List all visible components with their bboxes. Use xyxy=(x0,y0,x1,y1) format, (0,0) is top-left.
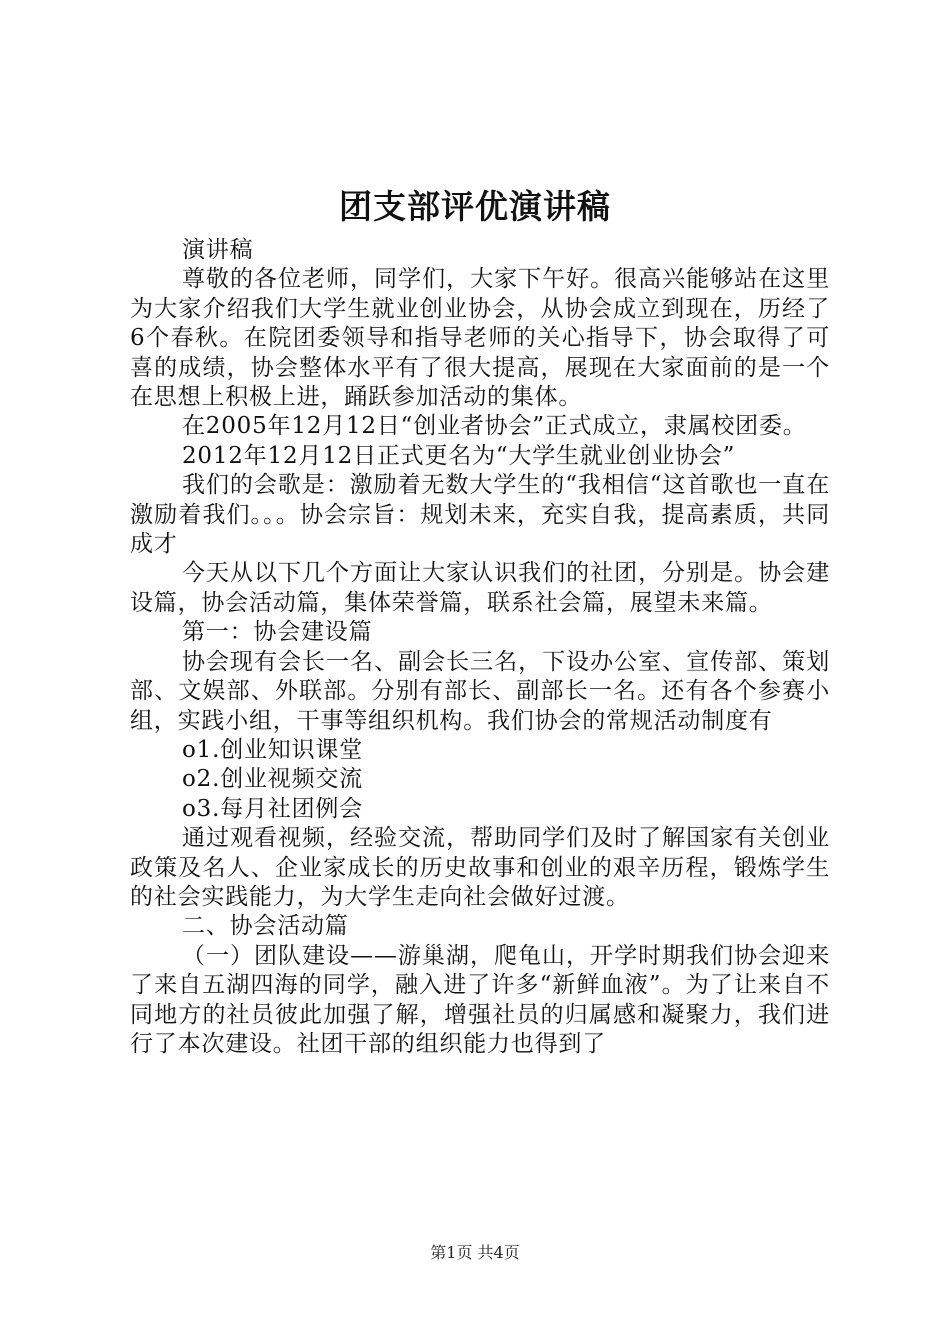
paragraph-team-building: （一）团队建设——游巢湖，爬龟山，开学时期我们协会迎来了来自五湖四海的同学，融入进了许多“新鲜血液”。为了让来自不同地方的社员彼此加强了解，增强社员的归属感和凝聚力，我们进行了本次建设。社团干部的组织能力也得到了 xyxy=(130,942,830,1057)
document-title: 团支部评优演讲稿 xyxy=(339,187,611,226)
list-item: o1.创业知识课堂 xyxy=(182,736,363,763)
paragraph-section-two-heading: 二、协会活动篇 xyxy=(182,913,349,940)
paragraph-rename: 2012年12月12日正式更名为“大学生就业创业协会” xyxy=(182,442,736,469)
list-item: o2.创业视频交流 xyxy=(182,766,363,793)
paragraph-greeting: 尊敬的各位老师，同学们，大家下午好。很高兴能够站在这里为大家介绍我们大学生就业创业协会，从协会成立到现在，历经了6个春秋。在院团委领导和指导老师的关心指导下，协会取得了可喜的成绩，协会整体水平有了很大提高，展现在大家面前的是一个在思想上积极上进，踊跃参加活动的集体。 xyxy=(130,266,830,411)
paragraph-founding: 在2005年12月12日“创业者协会”正式成立，隶属校团委。 xyxy=(182,413,807,440)
document-body xyxy=(130,236,830,1059)
paragraph-section-one-heading: 第一：协会建设篇 xyxy=(182,619,373,646)
paragraph-structure: 协会现有会长一名、副会长三名，下设办公室、宣传部、策划部、文娱部、外联部。分别有部长、副部长一名。还有各个参赛小组，实践小组，干事等组织机构。我们协会的常规活动制度有 xyxy=(130,648,830,734)
paragraph-anthem: 我们的会歌是：激励着无数大学生的“我相信“这首歌也一直在激励着我们。。。协会宗旨：规划未来，充实自我，提高素质，共同成才 xyxy=(130,472,830,558)
page-number-footer: 第1页 共4页 xyxy=(430,1243,520,1262)
paragraph-purpose: 通过观看视频，经验交流，帮助同学们及时了解国家有关创业政策及名人、企业家成长的历史故事和创业的艰辛历程，锻炼学生的社会实践能力，为大学生走向社会做好过渡。 xyxy=(130,825,830,910)
paragraph-overview: 今天从以下几个方面让大家认识我们的社团，分别是。协会建设篇，协会活动篇，集体荣誉篇，联系社会篇，展望未来篇。 xyxy=(130,560,830,616)
paragraph-heading-speech: 演讲稿 xyxy=(182,237,254,263)
list-item: o3.每月社团例会 xyxy=(182,795,363,822)
